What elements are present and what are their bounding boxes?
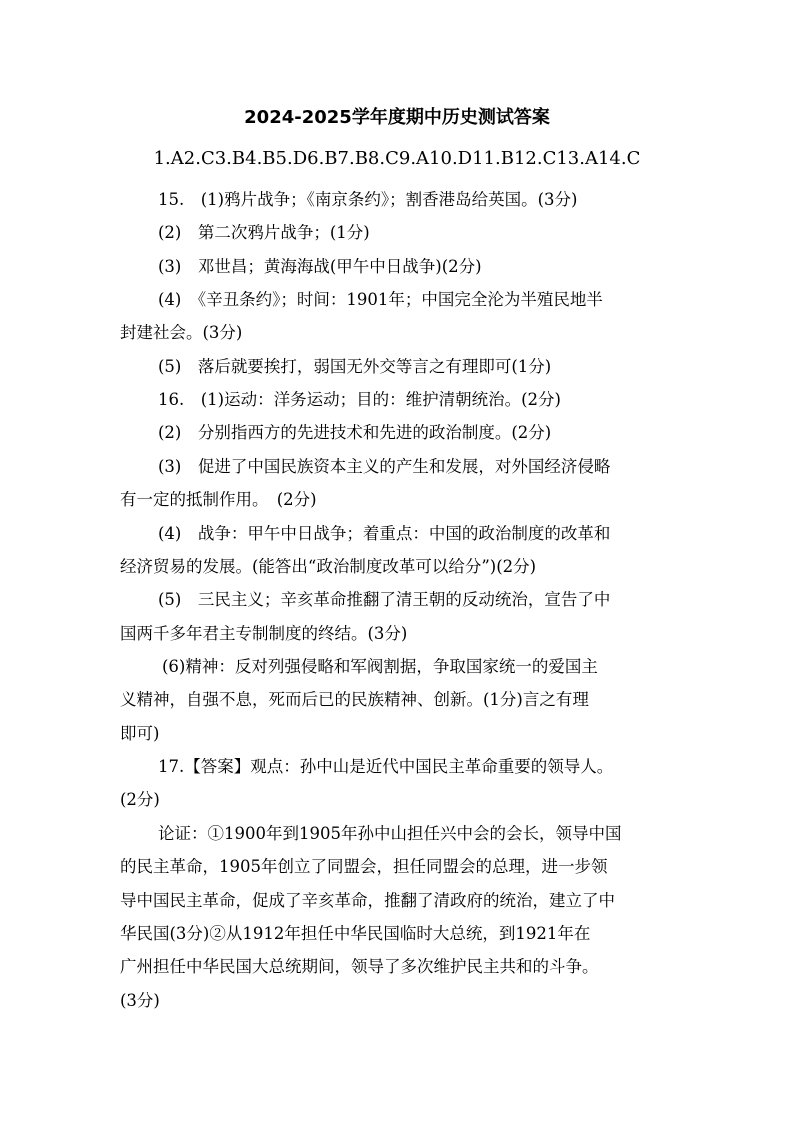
answer-line: (5) 落后就要挨打，弱国无外交等言之有理即可(1分) [158, 357, 552, 376]
answer-line: 17.【答案】观点：孙中山是近代中国民主革命重要的领导人。 [158, 757, 614, 776]
answer-line: 国两千多年君主专制制度的终结。(3分) [120, 624, 408, 643]
answer-line: (6)精神：反对列强侵略和军阀割据，争取国家统一的爱国主 [162, 657, 598, 676]
answer-line: 即可) [120, 724, 160, 743]
answer-line: (3分) [120, 991, 160, 1010]
answer-line: 导中国民主革命，促成了辛亥革命，推翻了清政府的统治，建立了中 [120, 891, 615, 910]
answer-line: 论证：①1900年到1905年孙中山担任兴中会的会长，领导中国 [158, 824, 622, 843]
answer-line: (5) 三民主义；辛亥革命推翻了清王朝的反动统治，宣告了中 [158, 590, 611, 609]
answer-line: (3) 邓世昌；黄海海战(甲午中日战争)(2分) [158, 257, 482, 276]
answer-line: (3) 促进了中国民族资本主义的产生和发展，对外国经济侵略 [158, 457, 611, 476]
answer-line: (2分) [120, 790, 160, 809]
choice-answers: 1.A2.C3.B4.B5.D6.B7.B8.C9.A10.D11.B12.C13.A14.C [153, 148, 641, 169]
answer-line: (4) 《辛丑条约》；时间：1901年；中国完全沦为半殖民地半 [158, 290, 603, 309]
answer-line: 的民主革命，1905年创立了同盟会，担任同盟会的总理，进一步领 [120, 857, 608, 876]
answer-line: 有一定的抵制作用。 (2分) [120, 490, 317, 509]
answer-line: 广州担任中华民国大总统期间，领导了多次维护民主共和的斗争。 [120, 957, 599, 976]
answer-line: 16. (1)运动：洋务运动；目的：维护清朝统治。(2分) [158, 390, 561, 409]
answer-line: 经济贸易的发展。(能答出“政治制度改革可以给分”)(2分) [120, 557, 537, 576]
answer-line: (2) 第二次鸦片战争；(1分) [158, 223, 370, 242]
answer-line: 义精神，自强不息，死而后已的民族精神、创新。(1分)言之有理 [120, 690, 589, 709]
answer-line: (4) 战争：甲午中日战争；着重点：中国的政治制度的改革和 [158, 524, 611, 543]
answer-line: 15. (1)鸦片战争；《南京条约》；割香港岛给英国。(3分) [158, 190, 578, 209]
answer-line: (2) 分别指西方的先进技术和先进的政治制度。(2分) [158, 423, 552, 442]
page-title: 2024-2025学年度期中历史测试答案 [244, 107, 550, 128]
answer-line: 封建社会。(3分) [120, 323, 243, 342]
answer-line: 华民国(3分)②从1912年担任中华民国临时大总统，到1921年在 [120, 924, 591, 943]
